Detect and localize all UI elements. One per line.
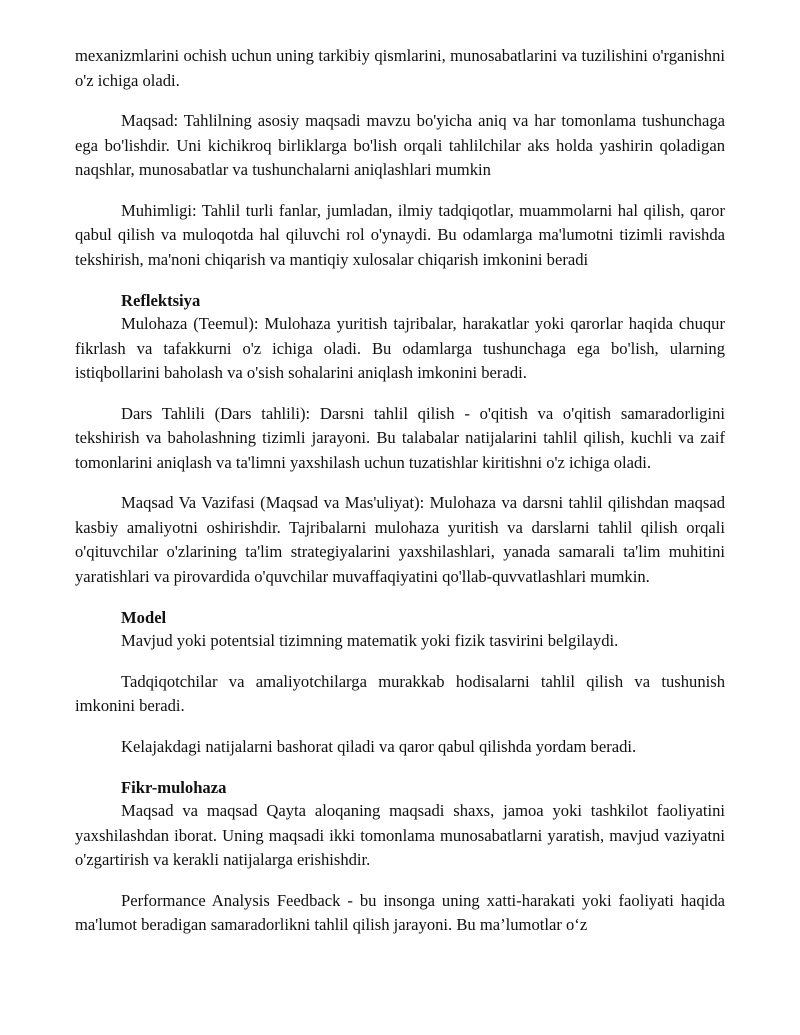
heading-reflektsiya: Reflektsiya	[121, 291, 201, 310]
paragraph-dars-tahlili: Dars Tahlili (Dars tahlili): Darsni tahlil qilish - o'qitish va o'qitish samaradorligini tekshirish va baholashning tizimli jarayoni. Bu talabalar natijalarini tahlil qilish, kuchli va zaif tomonlarini aniqlash va ta'limni yaxshilash uchun tuzatishlar kiritishni o'z ichiga oladi.	[75, 403, 725, 472]
heading-fikr-mulohaza: Fikr-mulohaza	[121, 778, 227, 797]
paragraph-model-3: Kelajakdagi natijalarni bashorat qiladi va qaror qabul qilishda yordam beradi.	[121, 736, 637, 756]
paragraph-mulohaza: Mulohaza (Teemul): Mulohaza yuritish tajribalar, harakatlar yoki qarorlar haqida chuqur fikrlash va tafakkurni o'z ichiga oladi. Bu odamlarga tushunchaga ega bo'lish, ularning istiqbollarini baholash va o'sish sohalarini aniqlash imkonini beradi.	[75, 314, 725, 382]
paragraph-fikr-1: Maqsad va maqsad Qayta aloqaning maqsadi shaxs, jamoa yoki tashkilot faoliyatini yaxshilashdan iborat. Uning maqsadi ikki tomonlama munosabatlarni yaratish, mavjud vaziyatni o'zgartirish va kerakli natijalarga erishishdir.	[75, 801, 725, 869]
paragraph-muhimligi: Muhimligi: Tahlil turli fanlar, jumladan, ilmiy tadqiqotlar, muammolarni hal qilish, qaror qabul qilish va muloqotda hal qiluvchi rol o'ynaydi. Bu odamlarga ma'lumotni tizimli ravishda tekshirish, ma'noni chiqarish va mantiqiy xulosalar chiqarish imkonini beradi	[75, 200, 725, 269]
paragraph-continuation: mexanizmlarini ochish uchun uning tarkibiy qismlarini, munosabatlarini va tuzilishini o'rganishni o'z ichiga oladi.	[75, 46, 725, 90]
paragraph-maqsad: Maqsad: Tahlilning asosiy maqsadi mavzu bo'yicha aniq va har tomonlama tushunchaga ega bo'lishdir. Uni kichikroq birliklarga bo'lish orqali tahlilchilar aks holda yashirin qoladigan naqshlar, munosabatlar va tushunchalarni aniqlashlari mumkin	[75, 111, 725, 179]
paragraph-fikr-2: Performance Analysis Feedback - bu insonga uning xatti-harakati yoki faoliyati haqida ma'lumot beradigan samaradorlikni tahlil qilish jarayoni. Bu ma’lumotlar o‘z	[75, 890, 725, 934]
paragraph-maqsad-vazifasi: Maqsad Va Vazifasi (Maqsad va Mas'uliyat): Mulohaza va darsni tahlil qilishdan maqsad kasbiy amaliyotni oshirishdir. Tajribalarni mulohaza yuritish va darslarni tahlil qilish orqali o'qituvchilar o'zlarining ta'lim strategiyalarini yaxshilashlari, yanada samarali ta'lim muhitini yaratishlari va pirovardida o'quvchilar muvaffaqiyatini qo'llab-quvvatlashlari mumkin.	[75, 493, 725, 586]
heading-model: Model	[121, 608, 167, 627]
paragraph-model-2: Tadqiqotchilar va amaliyotchilarga murakkab hodisalarni tahlil qilish va tushunish imkonini beradi.	[75, 671, 725, 715]
paragraph-model-1: Mavjud yoki potentsial tizimning matematik yoki fizik tasvirini belgilaydi.	[121, 631, 619, 650]
